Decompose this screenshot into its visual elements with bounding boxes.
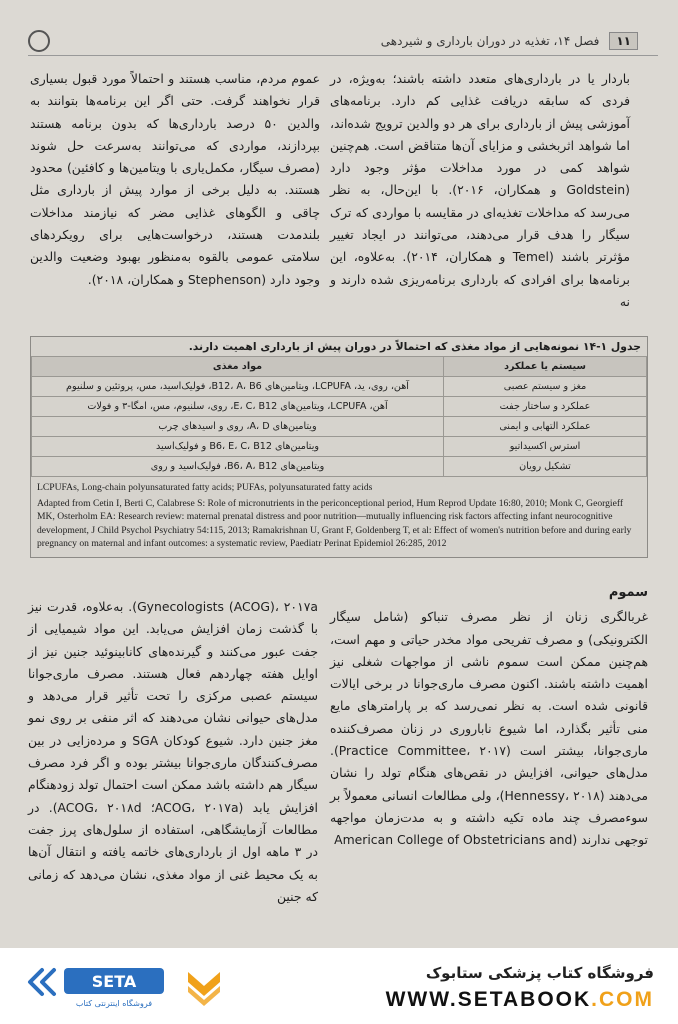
nutrients-table [30, 336, 648, 558]
table-cell: آهن، روی، ید، LCPUFA، ویتامین‌های B12، A، B6، فولیک‌اسید، مس، پروتئین و سلنیوم [32, 377, 444, 397]
table-cell: مغز و سیستم عصبی [444, 377, 647, 397]
paragraph: باردار یا در بارداری‌های متعدد داشته باشند؛ به‌ویژه، در فردی که سابقه دریافت غذایی کم دارد. برنامه‌های آموزشی پیش از بارداری برای هر دو والدین ترویج شده‌اند، اما شواهد اثربخشی و مزایای آن‌ها متناقض است. هم‌چنین شواهد کمی در مورد مداخلات مؤثر وجود دارد (Goldstein و همکاران، ۲۰۱۶). با این‌حال، به نظر می‌رسد که مداخلات تغذیه‌ای در مقایسه با مواردی که ترک سیگار را هدف قرار می‌دهند، می‌توانند در ایجاد تغییر مؤثرتر باشند (Temel و همکاران، ۲۰۱۴). به‌علاوه، این برنامه‌ها برای افرادی که بارداری برنامه‌ریزی شده دارند و نه [330, 71, 631, 309]
svg-text:SETA: SETA [91, 972, 137, 991]
table-row [32, 437, 647, 457]
page-header [28, 30, 638, 52]
url-prefix: WWW. [385, 988, 458, 1011]
body-column-right-top [330, 68, 630, 313]
url-brand: SETABOOK [457, 988, 592, 1011]
table-row [32, 397, 647, 417]
logo-subtitle: فروشگاه اینترنتی کتاب [75, 999, 153, 1008]
store-banner [0, 948, 678, 1024]
body-column-left-top [30, 68, 320, 291]
column-header-system: سیستم یا عملکرد [444, 357, 647, 377]
table-caption: جدول ۱-۱۴ نمونه‌هایی از مواد مغذی که احتمالاً در دوران پیش از بارداری اهمیت دارند. [188, 340, 641, 353]
table-cell: ویتامین‌های A، D، روی و اسیدهای چرب [32, 417, 444, 437]
table-cell: آهن، LCPUFA، ویتامین‌های E، C، B12، روی، سلنیوم، مس، امگا-۳ و فولات [32, 397, 444, 417]
chevron-logo-icon [184, 966, 224, 1006]
body-column-right-bottom [330, 582, 648, 852]
table-cell: تشکیل رویان [444, 457, 647, 477]
table-row [32, 457, 647, 477]
table-abbreviations: LCPUFAs, Long-chain polyunsaturated fatty acids; PUFAs, polyunsaturated fatty acids [37, 482, 373, 493]
store-url-link[interactable] [386, 988, 654, 1012]
table-cell: استرس اکسیداتیو [444, 437, 647, 457]
page-number: ۱۱ [609, 32, 638, 50]
table-row [32, 417, 647, 437]
url-suffix: .COM [591, 988, 654, 1011]
table-cell: ویتامین‌های B6، E، C، B12 و فولیک‌اسید [32, 437, 444, 457]
table-cell: عملکرد و ساختار جفت [444, 397, 647, 417]
paragraph: غربالگری زنان از نظر مصرف تنباکو (شامل سیگار الکترونیکی) و مصرف تفریحی مواد مخدر حیاتی و مهم است، هم‌چنین ممکن است سموم ناشی از مواجهات شغلی نیز اهمیت داشته باشند. اکنون مصرف ماری‌جوانا در برخی ایالات قانونی شده است. به نظر نمی‌رسد که بر پارامترهای مایع منی تأثیر بگذارد، اما شیوع ناباروری در زنان مصرف‌کننده ماری‌جوانا، بیشتر است (Practice Committee، ۲۰۱۷). مدل‌های حیوانی، افزایش در نقص‌های هنگام تولد را نشان می‌دهند (Hennessy، ۲۰۱۸)، ولی مطالعات انسانی معمولاً بر سوءمصرف چند ماده تکیه داشته و به مدت‌زمان مواجهه توجهی ندارند (American College of Obstetricians and [330, 609, 648, 848]
table-header-row [32, 357, 647, 377]
table-notes [31, 477, 647, 557]
table-grid [31, 356, 647, 477]
table-cell: ویتامین‌های B6، A، B12، فولیک‌اسید و روی [32, 457, 444, 477]
section-title-toxins: سموم [608, 585, 648, 600]
body-column-left-bottom [28, 596, 318, 908]
table-cell: عملکرد التهابی و ایمنی [444, 417, 647, 437]
table-row [32, 377, 647, 397]
paragraph: Gynecologists (ACOG)، ۲۰۱۷a). به‌علاوه، قدرت نیز با گذشت زمان افزایش می‌یابد. این مواد شیمیایی از جفت عبور می‌کنند و گیرنده‌های کانابینوئید جنین نیز از اوایل هفته چهاردهم فعال هستند. مصرف ماری‌جوانا سیستم عصبی مرکزی را تحت تأثیر قرار می‌دهد و مدل‌های حیوانی نشان می‌دهند که اثر منفی بر روی نمو مغز جنین دارد. شیوع کودکان SGA و مرده‌زایی در بین مصرف‌کنندگان ماری‌جوانا بیشتر بوده و اگر فرد مصرف سیگار هم داشته باشد ممکن است احتمال تولد زودهنگام افزایش یابد (ACOG، ۲۰۱۷a؛ ACOG، ۲۰۱۸d). در مطالعات آزمایشگاهی، استفاده از سلول‌های پرز جفت در ۳ ماهه اول از بارداری‌های خاتمه یافته و انتقال آن‌ها به یک محیط غنی از مواد مغذی، نشان می‌دهد که زمانی که جنین [28, 599, 319, 904]
table-source: Adapted from Cetin I, Berti C, Calabrese S: Role of micronutrients in the periconceptional period, Hum Reprod Update 16:80, 2010; Monk C, Georgieff MK, Osterholm EA: Research review: maternal prenatal distress and poor nutrition—mutually influencing risk factors affecting infant neurocognitive development, J Child Psychol Psychiatry 54:115, 2013; Ramakrishnan U, Grant F, Goldenberg T, et al: Effect of women's nutrition before and during early pregnancy on maternal and infant outcomes: a systematic review, Paediatr Perinat Epidemiol 26:285, 2012 [37, 497, 632, 549]
column-header-nutrients: مواد مغذی [32, 357, 444, 377]
setabook-logo-icon [20, 960, 180, 1010]
chapter-title: فصل ۱۴، تغذیه در دوران بارداری و شیردهی [380, 34, 600, 48]
paragraph: عموم مردم، مناسب هستند و احتمالاً مورد قبول بسیاری قرار نخواهند گرفت. حتی اگر این برنامه‌ها بتوانند به والدین ۵۰ درصد بارداری‌ها که بدون برنامه هستند بپردازند، مواردی که می‌توانند به‌سرعت حل شوند (مصرف سیگار، مکمل‌یاری با ویتامین‌ها و کافئین) محدود هستند. به دلیل برخی از موارد پیش از بارداری مثل چاقی و الگوهای غذایی مضر که نیازمند مداخلات بلندمدت هستند، درخواست‌هایی برای رویکردهای سلامتی عمومی بالقوه به‌منظور بهبود وضعیت والدین وجود دارد (Stephenson و همکاران، ۲۰۱۸). [30, 71, 320, 287]
header-divider [28, 55, 658, 56]
publisher-icon [28, 30, 50, 52]
store-name: فروشگاه کتاب پزشکی ستابوک [425, 964, 654, 982]
